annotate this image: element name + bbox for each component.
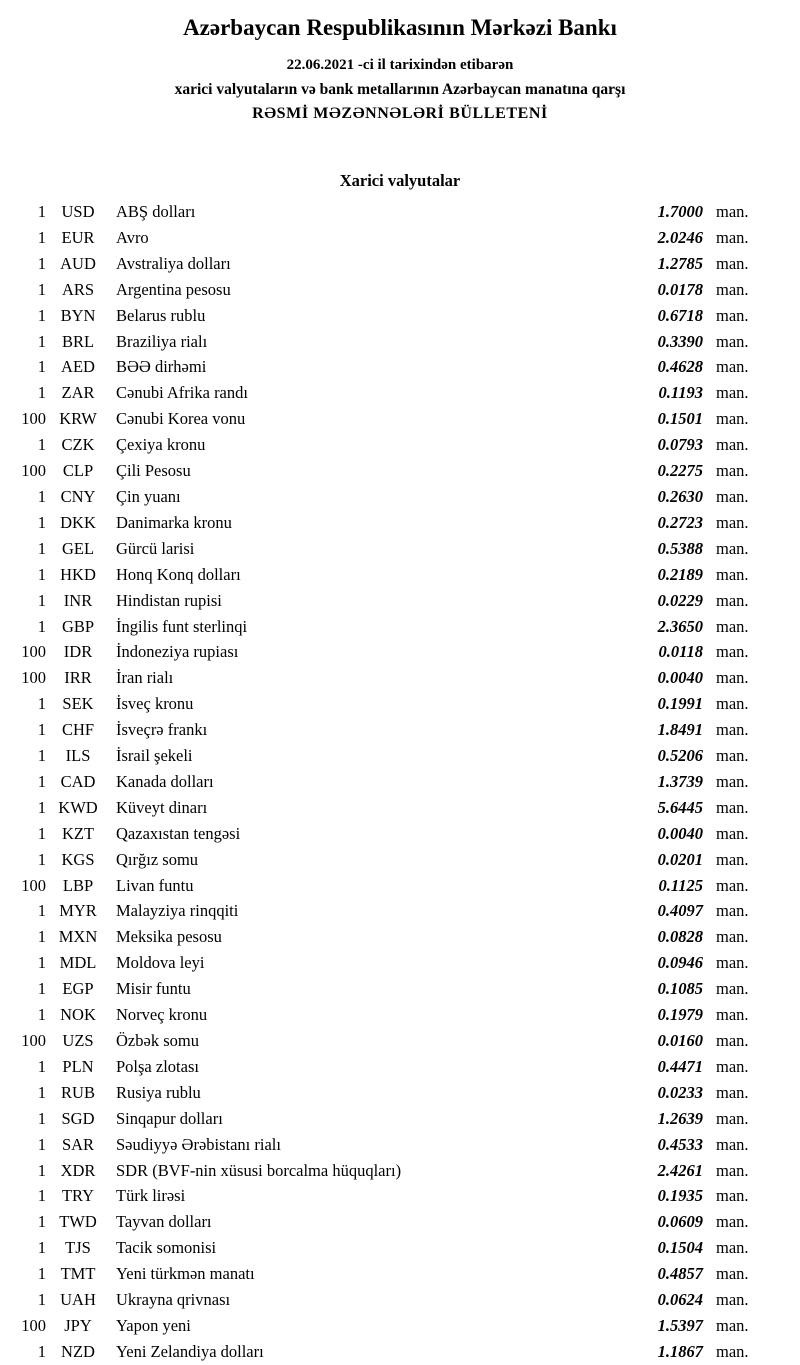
currency-name: Yapon yeni xyxy=(116,1315,191,1335)
currency-name: İsveçrə frankı xyxy=(116,720,208,740)
bulletin-title-line: RƏSMİ MƏZƏNNƏLƏRİ BÜLLETENİ xyxy=(252,105,548,122)
rate-value: 0.6718 xyxy=(657,305,703,325)
rate-value: 5.6445 xyxy=(657,797,703,817)
currency-code: MYR xyxy=(59,901,97,921)
rate-value: 0.0201 xyxy=(657,849,703,869)
rate-value: 0.0118 xyxy=(658,642,703,662)
rate-value: 0.0040 xyxy=(657,668,703,688)
currency-code: EGP xyxy=(62,979,94,999)
rate-row xyxy=(0,1002,772,1028)
currency-code: CLP xyxy=(62,461,94,481)
unit-label: man. xyxy=(716,564,749,584)
rate-row xyxy=(0,795,772,821)
unit-label: man. xyxy=(716,331,749,351)
currency-code: HKD xyxy=(60,564,96,584)
currency-code: ZAR xyxy=(61,383,95,403)
unit-label: man. xyxy=(716,227,749,247)
unit-label: man. xyxy=(716,1082,749,1102)
rate-value: 0.0624 xyxy=(657,1290,703,1310)
nominal-value: 1 xyxy=(37,1005,46,1025)
unit-label: man. xyxy=(716,1212,749,1232)
currency-name: SDR (BVF-nin xüsusi borcalma hüquqları) xyxy=(116,1160,402,1180)
nominal-value: 1 xyxy=(37,616,46,636)
rate-row xyxy=(0,950,772,976)
currency-code: NOK xyxy=(60,1005,96,1025)
rate-value: 0.2630 xyxy=(657,486,703,506)
currency-code: KZT xyxy=(61,823,95,843)
nominal-value: 1 xyxy=(37,901,46,921)
nominal-value: 100 xyxy=(21,409,46,429)
unit-label: man. xyxy=(716,746,749,766)
nominal-value: 1 xyxy=(37,1056,46,1076)
unit-label: man. xyxy=(716,953,749,973)
nominal-value: 1 xyxy=(37,202,46,221)
currency-code: GEL xyxy=(61,538,95,558)
rate-value: 0.0178 xyxy=(657,279,703,299)
nominal-value: 1 xyxy=(37,823,46,843)
unit-label: man. xyxy=(716,357,749,377)
rate-row xyxy=(0,717,772,743)
nominal-value: 1 xyxy=(37,1290,46,1310)
nominal-value: 100 xyxy=(21,461,46,481)
nominal-value: 1 xyxy=(37,357,46,377)
currency-code: BYN xyxy=(60,305,96,325)
rates-table xyxy=(0,199,800,1365)
unit-label: man. xyxy=(716,1238,749,1258)
currency-name: ABŞ dolları xyxy=(116,202,196,221)
currency-code: IRR xyxy=(64,668,92,688)
unit-label: man. xyxy=(716,1134,749,1154)
rate-value: 0.4628 xyxy=(657,357,703,377)
currency-code: SEK xyxy=(62,694,94,714)
nominal-value: 1 xyxy=(37,746,46,766)
rate-value: 0.1979 xyxy=(657,1005,703,1025)
unit-label: man. xyxy=(716,875,749,895)
currency-name: İsveç kronu xyxy=(116,694,194,714)
nominal-value: 1 xyxy=(37,771,46,791)
rate-row xyxy=(0,1339,772,1365)
currency-name: Rusiya rublu xyxy=(116,1082,201,1102)
currency-code: UZS xyxy=(62,1031,94,1050)
rate-value: 0.1125 xyxy=(658,875,703,895)
rate-row xyxy=(0,329,772,355)
rate-row xyxy=(0,484,772,510)
rate-value: 0.4533 xyxy=(657,1134,703,1154)
rate-value: 0.4857 xyxy=(657,1264,703,1284)
currency-name: Yeni Zelandiya dolları xyxy=(116,1341,264,1361)
currency-name: Qazaxıstan tengəsi xyxy=(116,823,241,843)
rate-value: 0.0793 xyxy=(657,435,703,455)
unit-label: man. xyxy=(716,1315,749,1335)
currency-code: CNY xyxy=(60,486,96,506)
rate-value: 2.4261 xyxy=(657,1160,703,1180)
unit-label: man. xyxy=(716,409,749,429)
currency-name: Avro xyxy=(116,227,149,247)
rate-value: 0.3390 xyxy=(657,331,703,351)
nominal-value: 1 xyxy=(37,383,46,403)
nominal-value: 1 xyxy=(37,1160,46,1180)
nominal-value: 100 xyxy=(21,642,46,662)
currency-name: Avstraliya dolları xyxy=(116,253,231,273)
unit-label: man. xyxy=(716,797,749,817)
unit-label: man. xyxy=(716,694,749,714)
unit-label: man. xyxy=(716,253,749,273)
rate-row xyxy=(0,354,772,380)
currency-code: GBP xyxy=(61,616,95,636)
unit-label: man. xyxy=(716,202,749,221)
nominal-value: 1 xyxy=(37,979,46,999)
unit-label: man. xyxy=(716,849,749,869)
unit-label: man. xyxy=(716,435,749,455)
unit-label: man. xyxy=(716,616,749,636)
rate-value: 0.4471 xyxy=(657,1056,703,1076)
currency-code: AED xyxy=(61,357,95,377)
unit-label: man. xyxy=(716,927,749,947)
currency-name: Kanada dolları xyxy=(116,771,214,791)
rate-value: 0.0229 xyxy=(657,590,703,610)
currency-code: NZD xyxy=(61,1341,95,1361)
rate-value: 0.2275 xyxy=(657,461,703,481)
rate-row xyxy=(0,251,772,277)
currency-name: Türk lirəsi xyxy=(116,1186,186,1206)
rate-value: 0.1504 xyxy=(657,1238,703,1258)
rate-value: 1.2785 xyxy=(657,253,703,273)
unit-label: man. xyxy=(716,901,749,921)
rate-row xyxy=(0,665,772,691)
currency-name: Braziliya rialı xyxy=(116,331,208,351)
rate-value: 0.1935 xyxy=(657,1186,703,1206)
currency-name: Tacik somonisi xyxy=(116,1238,217,1258)
currency-name: İngilis funt sterlinqi xyxy=(116,616,248,636)
nominal-value: 1 xyxy=(37,694,46,714)
rate-row xyxy=(0,225,772,251)
rate-value: 0.1991 xyxy=(657,694,703,714)
currency-name: Küveyt dinarı xyxy=(116,797,208,817)
currency-code: KGS xyxy=(61,849,95,869)
currency-name: Honq Konq dolları xyxy=(116,564,241,584)
unit-label: man. xyxy=(716,979,749,999)
nominal-value: 1 xyxy=(37,486,46,506)
rate-row xyxy=(0,1287,772,1313)
currency-name: Ukrayna qrivnası xyxy=(116,1290,231,1310)
currency-name: Malayziya rinqqiti xyxy=(116,901,239,921)
currency-code: ILS xyxy=(65,746,91,766)
rate-row xyxy=(0,1313,772,1339)
rate-row xyxy=(0,303,772,329)
unit-label: man. xyxy=(716,1056,749,1076)
rate-row xyxy=(0,562,772,588)
nominal-value: 1 xyxy=(37,331,46,351)
currency-name: Gürcü larisi xyxy=(116,538,195,558)
rate-row xyxy=(0,1054,772,1080)
currency-code: UAH xyxy=(60,1290,96,1310)
nominal-value: 1 xyxy=(37,953,46,973)
currency-name: Norveç kronu xyxy=(116,1005,208,1025)
nominal-value: 1 xyxy=(37,1186,46,1206)
currency-code: ARS xyxy=(61,279,95,299)
unit-label: man. xyxy=(716,771,749,791)
nominal-value: 1 xyxy=(37,1108,46,1128)
bulletin-header xyxy=(0,14,800,125)
rate-row xyxy=(0,691,772,717)
rate-row xyxy=(0,614,772,640)
rate-row xyxy=(0,1235,772,1261)
unit-label: man. xyxy=(716,461,749,481)
currency-code: INR xyxy=(63,590,93,610)
currency-code: SAR xyxy=(61,1134,95,1154)
unit-label: man. xyxy=(716,1005,749,1025)
unit-label: man. xyxy=(716,668,749,688)
nominal-value: 1 xyxy=(37,1238,46,1258)
currency-name: Səudiyyə Ərəbistanı rialı xyxy=(116,1134,281,1154)
currency-name: Moldova leyi xyxy=(116,953,205,973)
currency-code: JPY xyxy=(64,1315,92,1335)
nominal-value: 1 xyxy=(37,435,46,455)
rate-row xyxy=(0,1183,772,1209)
currency-name: Polşa zlotası xyxy=(116,1056,199,1076)
nominal-value: 1 xyxy=(37,927,46,947)
rate-value: 1.3739 xyxy=(657,771,703,791)
rate-row xyxy=(0,873,772,899)
unit-label: man. xyxy=(716,1108,749,1128)
currency-name: Livan funtu xyxy=(116,875,194,895)
currency-name: Tayvan dolları xyxy=(116,1212,212,1232)
currency-name: Çexiya kronu xyxy=(116,435,206,455)
rate-row xyxy=(0,847,772,873)
currency-code: MDL xyxy=(59,953,97,973)
rate-value: 0.0609 xyxy=(657,1212,703,1232)
nominal-value: 1 xyxy=(37,305,46,325)
currency-code: LBP xyxy=(62,875,94,895)
rate-value: 0.5206 xyxy=(657,746,703,766)
nominal-value: 1 xyxy=(37,564,46,584)
rate-row xyxy=(0,432,772,458)
rate-row xyxy=(0,898,772,924)
currency-name: Çin yuanı xyxy=(116,486,181,506)
nominal-value: 1 xyxy=(37,1341,46,1361)
currency-name: BƏƏ dirhəmi xyxy=(116,357,207,377)
nominal-value: 1 xyxy=(37,849,46,869)
effective-date-line: 22.06.2021 -ci il tarixindən etibarən xyxy=(286,57,514,73)
currency-name: Cənubi Korea vonu xyxy=(116,409,246,429)
nominal-value: 1 xyxy=(37,797,46,817)
unit-label: man. xyxy=(716,538,749,558)
rate-row xyxy=(0,1132,772,1158)
rate-row xyxy=(0,1261,772,1287)
nominal-value: 100 xyxy=(21,875,46,895)
rate-value: 0.1085 xyxy=(657,979,703,999)
rate-row xyxy=(0,769,772,795)
unit-label: man. xyxy=(716,383,749,403)
unit-label: man. xyxy=(716,1186,749,1206)
currency-code: PLN xyxy=(62,1056,94,1076)
currency-code: KWD xyxy=(58,797,98,817)
nominal-value: 1 xyxy=(37,538,46,558)
rate-value: 1.1867 xyxy=(657,1341,703,1361)
unit-label: man. xyxy=(716,512,749,532)
nominal-value: 100 xyxy=(21,668,46,688)
rate-row xyxy=(0,1158,772,1184)
currency-code: CAD xyxy=(60,771,96,791)
nominal-value: 100 xyxy=(21,1031,46,1050)
rate-row xyxy=(0,406,772,432)
rate-row xyxy=(0,510,772,536)
currency-code: MXN xyxy=(58,927,98,947)
rate-value: 0.2189 xyxy=(657,564,703,584)
rate-row xyxy=(0,199,772,225)
rate-value: 0.0233 xyxy=(657,1082,703,1102)
nominal-value: 1 xyxy=(37,1212,46,1232)
currency-name: İndoneziya rupiası xyxy=(116,642,239,662)
rate-row xyxy=(0,1080,772,1106)
rate-value: 2.0246 xyxy=(657,227,703,247)
currency-code: EUR xyxy=(61,227,95,247)
currency-code: RUB xyxy=(61,1082,95,1102)
rate-value: 0.1193 xyxy=(658,383,703,403)
currency-name: Misir funtu xyxy=(116,979,191,999)
rate-row xyxy=(0,924,772,950)
currency-code: CHF xyxy=(61,720,95,740)
currency-code: TWD xyxy=(59,1212,97,1232)
rate-row xyxy=(0,1106,772,1132)
nominal-value: 1 xyxy=(37,279,46,299)
unit-label: man. xyxy=(716,823,749,843)
rate-value: 0.2723 xyxy=(657,512,703,532)
rate-value: 0.0160 xyxy=(657,1031,703,1050)
currency-name: Qırğız somu xyxy=(116,849,199,869)
rate-value: 0.1501 xyxy=(657,409,703,429)
nominal-value: 1 xyxy=(37,227,46,247)
unit-label: man. xyxy=(716,279,749,299)
unit-label: man. xyxy=(716,1264,749,1284)
rate-row xyxy=(0,458,772,484)
currency-name: Hindistan rupisi xyxy=(116,590,222,610)
currency-name: Sinqapur dolları xyxy=(116,1108,223,1128)
unit-label: man. xyxy=(716,642,749,662)
currency-code: SGD xyxy=(61,1108,95,1128)
unit-label: man. xyxy=(716,1160,749,1180)
currency-name: Belarus rublu xyxy=(116,305,206,325)
rate-row xyxy=(0,1209,772,1235)
rate-value: 1.7000 xyxy=(657,202,703,221)
currency-name: Özbək somu xyxy=(116,1031,199,1050)
currency-code: BRL xyxy=(61,331,95,351)
rate-value: 0.0828 xyxy=(657,927,703,947)
currency-name: İsrail şekeli xyxy=(116,746,193,766)
rate-row xyxy=(0,536,772,562)
unit-label: man. xyxy=(716,590,749,610)
currency-code: TMT xyxy=(60,1264,96,1284)
nominal-value: 1 xyxy=(37,253,46,273)
rate-value: 2.3650 xyxy=(657,616,703,636)
rate-value: 1.5397 xyxy=(657,1315,703,1335)
rate-value: 0.4097 xyxy=(657,901,703,921)
currency-code: AUD xyxy=(60,253,96,273)
unit-label: man. xyxy=(716,1031,749,1050)
nominal-value: 1 xyxy=(37,512,46,532)
currency-code: KRW xyxy=(59,409,97,429)
nominal-value: 1 xyxy=(37,1082,46,1102)
currency-name: İran rialı xyxy=(116,668,174,688)
nominal-value: 1 xyxy=(37,1264,46,1284)
currency-name: Yeni türkmən manatı xyxy=(116,1264,255,1284)
currency-code: TJS xyxy=(65,1238,91,1258)
currency-name: Meksika pesosu xyxy=(116,927,222,947)
currency-name: Danimarka kronu xyxy=(116,512,232,532)
rate-value: 0.5388 xyxy=(657,538,703,558)
unit-label: man. xyxy=(716,720,749,740)
rate-row xyxy=(0,821,772,847)
rate-row xyxy=(0,380,772,406)
rate-value: 0.0946 xyxy=(657,953,703,973)
rate-row xyxy=(0,277,772,303)
rate-row xyxy=(0,743,772,769)
currency-code: XDR xyxy=(60,1160,96,1180)
currency-code: CZK xyxy=(61,435,95,455)
nominal-value: 1 xyxy=(37,590,46,610)
nominal-value: 100 xyxy=(21,1315,46,1335)
currency-code: USD xyxy=(61,202,95,221)
rate-value: 1.8491 xyxy=(657,720,703,740)
rate-row xyxy=(0,588,772,614)
currency-code: TRY xyxy=(61,1186,95,1206)
currency-name: Çili Pesosu xyxy=(116,461,191,481)
nominal-value: 1 xyxy=(37,720,46,740)
page-title: Azərbaycan Respublikasının Mərkəzi Bankı xyxy=(183,15,617,40)
unit-label: man. xyxy=(716,1341,749,1361)
rate-value: 0.0040 xyxy=(657,823,703,843)
currency-name: Cənubi Afrika randı xyxy=(116,383,248,403)
nominal-value: 1 xyxy=(37,1134,46,1154)
rate-row xyxy=(0,639,772,665)
currency-code: IDR xyxy=(63,642,93,662)
rate-value: 1.2639 xyxy=(657,1108,703,1128)
currency-name: Argentina pesosu xyxy=(116,279,231,299)
rate-row xyxy=(0,976,772,1002)
unit-label: man. xyxy=(716,486,749,506)
rate-row xyxy=(0,1028,772,1054)
unit-label: man. xyxy=(716,305,749,325)
currency-code: DKK xyxy=(60,512,96,532)
unit-label: man. xyxy=(716,1290,749,1310)
subject-line: xarici valyutaların və bank metallarının Azərbaycan manatına qarşı xyxy=(174,81,626,98)
section-title-foreign-currencies: Xarici valyutalar xyxy=(339,171,461,190)
